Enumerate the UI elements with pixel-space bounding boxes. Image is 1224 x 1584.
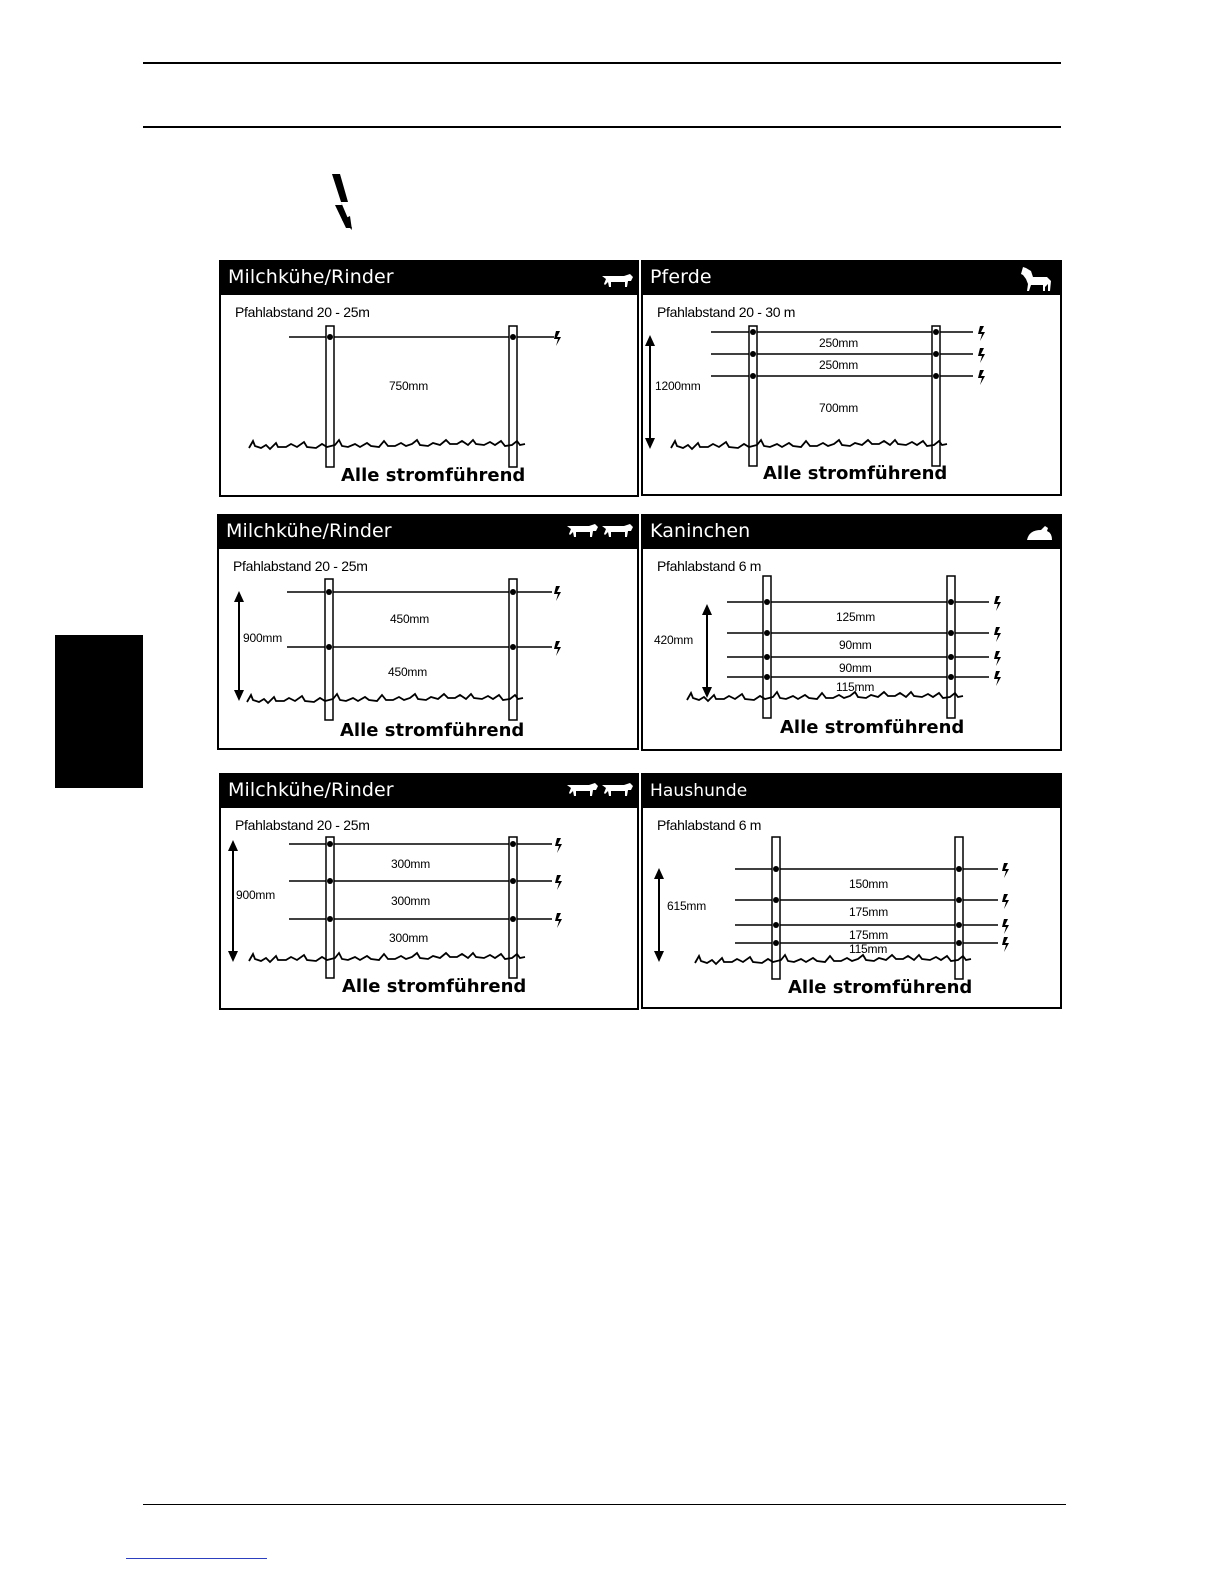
fence-diagram [219, 516, 637, 748]
wire-spacing-label: 115mm [836, 680, 875, 694]
total-height-label: 615mm [667, 899, 707, 913]
wire-spacing-label: 300mm [391, 894, 431, 908]
panel-title: Kaninchen [650, 520, 751, 542]
fence-panel-dairy-cattle-2 [217, 514, 639, 750]
fence-diagram [643, 516, 1060, 749]
fence-panel-dogs [641, 773, 1062, 1009]
panel-title: Milchkühe/Rinder [228, 779, 394, 801]
wire-spacing-label: 125mm [836, 610, 876, 624]
panel-title: Haushunde [650, 781, 748, 801]
all-live-label: Alle stromführend [788, 977, 973, 998]
panel-title: Pferde [650, 266, 712, 288]
wire-spacing-label: 300mm [389, 931, 429, 945]
total-height-label: 900mm [236, 888, 276, 902]
section-tab-marker [55, 635, 143, 788]
panel-title: Milchkühe/Rinder [228, 266, 394, 288]
fence-panel-rabbits [641, 514, 1062, 751]
wire-spacing-label: 250mm [819, 336, 859, 350]
all-live-label: Alle stromführend [763, 463, 948, 484]
all-live-label: Alle stromführend [342, 976, 527, 997]
post-spacing-label: Pfahlabstand 20 - 25m [235, 817, 370, 833]
wire-spacing-label: 750mm [389, 379, 429, 393]
post-spacing-label: Pfahlabstand 6 m [657, 817, 762, 833]
footer-link-underline [126, 1558, 267, 1559]
header-rule [143, 126, 1061, 128]
post-spacing-label: Pfahlabstand 20 - 30 m [657, 304, 796, 320]
total-height-label: 1200mm [655, 379, 701, 393]
fence-panel-dairy-cattle-1 [219, 260, 639, 497]
footer-rule [143, 1504, 1066, 1505]
fence-diagram [221, 775, 637, 1008]
fence-diagram [643, 262, 1060, 494]
post-spacing-label: Pfahlabstand 6 m [657, 558, 762, 574]
total-height-label: 900mm [243, 631, 283, 645]
wire-spacing-label: 175mm [849, 905, 889, 919]
panel-title: Milchkühe/Rinder [226, 520, 392, 542]
wire-spacing-label: 115mm [849, 942, 888, 956]
wire-spacing-label: 450mm [388, 665, 428, 679]
all-live-label: Alle stromführend [341, 465, 526, 486]
wire-spacing-label: 250mm [819, 358, 859, 372]
fence-panel-horses [641, 260, 1062, 496]
fence-diagram [643, 775, 1060, 1007]
wire-spacing-label: 300mm [391, 857, 431, 871]
wire-spacing-label: 90mm [839, 661, 872, 675]
fence-diagram [221, 262, 637, 495]
total-height-label: 420mm [654, 633, 694, 647]
all-live-label: Alle stromführend [340, 720, 525, 741]
top-rule [143, 62, 1061, 64]
wire-spacing-label: 175mm [849, 928, 889, 942]
wire-spacing-label: 700mm [819, 401, 859, 415]
wire-spacing-label: 150mm [849, 877, 889, 891]
wire-spacing-label: 90mm [839, 638, 872, 652]
fence-panel-dairy-cattle-3 [219, 773, 639, 1010]
post-spacing-label: Pfahlabstand 20 - 25m [233, 558, 368, 574]
wire-spacing-label: 450mm [390, 612, 430, 626]
lightning-bolt-icon [328, 172, 360, 232]
post-spacing-label: Pfahlabstand 20 - 25m [235, 304, 370, 320]
all-live-label: Alle stromführend [780, 717, 965, 738]
